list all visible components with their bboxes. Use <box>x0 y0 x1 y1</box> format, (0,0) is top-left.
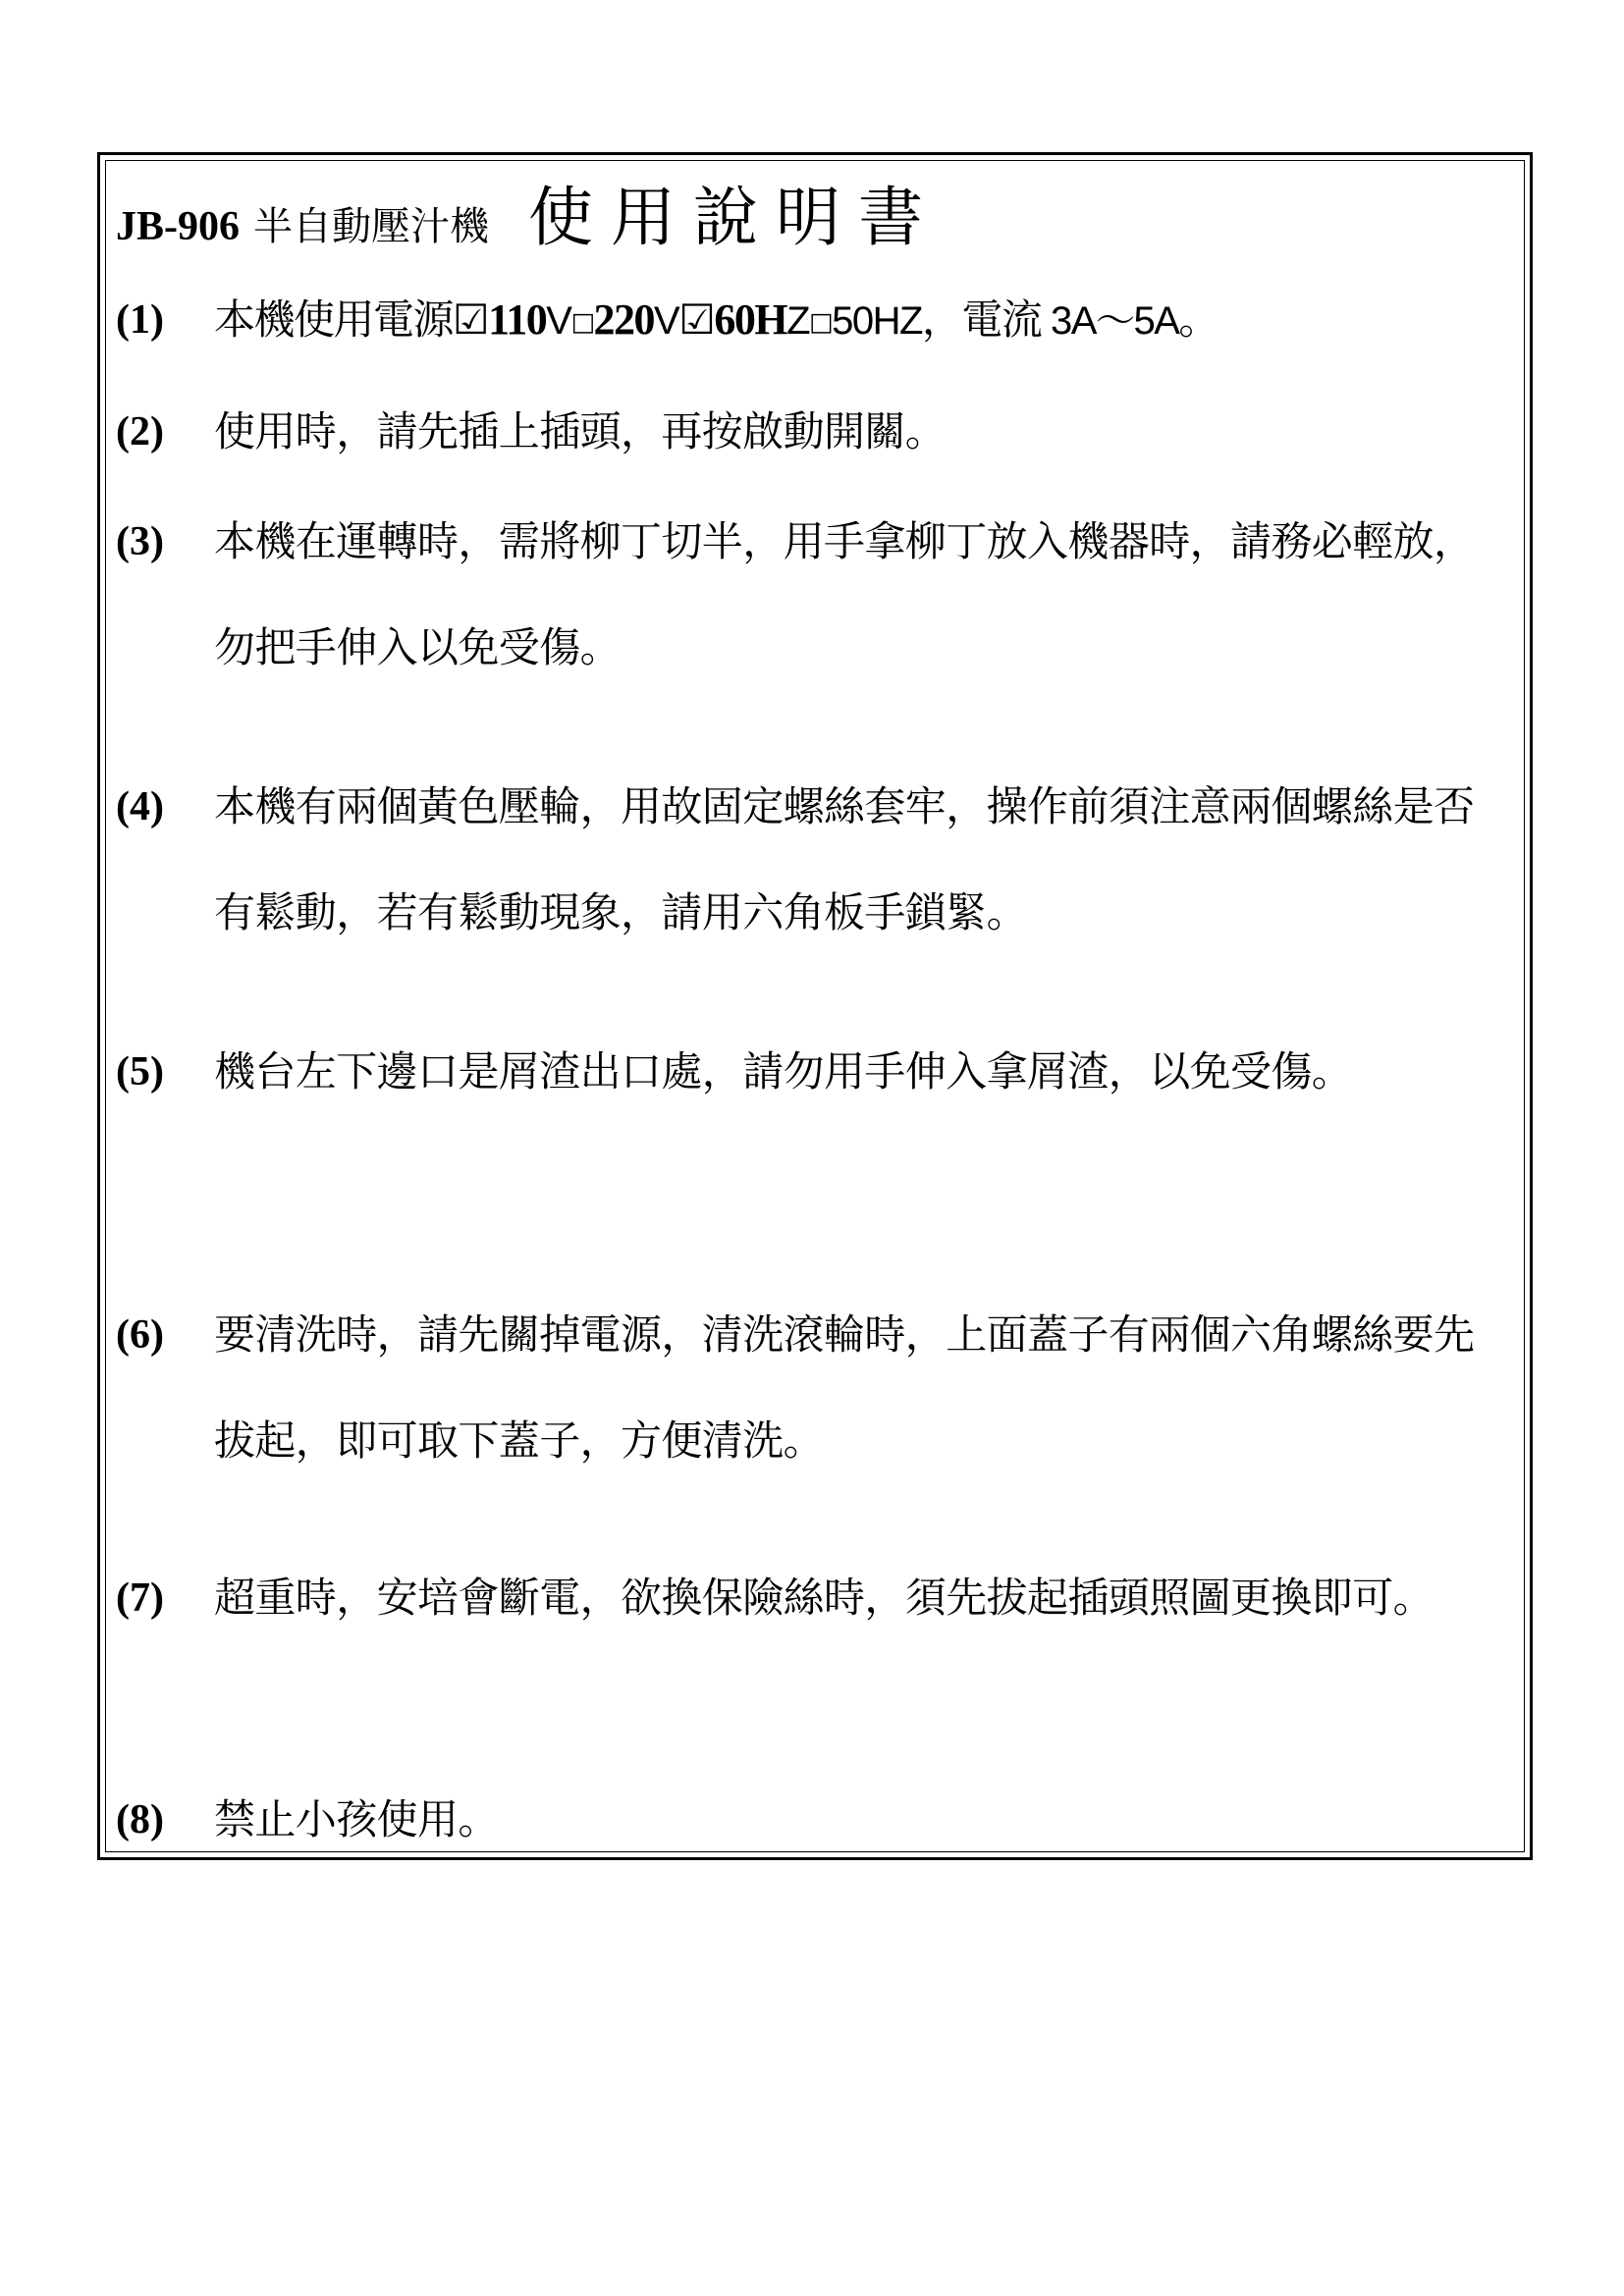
instruction-item-4 <box>116 754 1510 966</box>
item-text: 超重時，安培會斷電，欲換保險絲時，須先拔起插頭照圖更換即可。 <box>214 1574 1435 1622</box>
voltage-110-unit: V <box>546 299 571 343</box>
instruction-item-8 <box>116 1767 1510 1873</box>
frequency-50: 50HZ <box>832 299 922 343</box>
document-title <box>116 165 941 255</box>
checkbox-50hz-icon: □ <box>809 307 833 338</box>
voltage-220-unit: V <box>654 299 679 343</box>
manual-heading: 使用說明書 <box>528 180 941 255</box>
item-text <box>214 267 1495 376</box>
checkbox-110v-icon: ☑ <box>453 295 489 344</box>
frequency-60: 60H <box>714 295 787 344</box>
item-number: (7) <box>116 1575 164 1621</box>
item-end-mark: 。 <box>1178 295 1218 344</box>
current-range: 3A～5A <box>1041 299 1179 343</box>
item-text: 使用時，請先插上插頭，再按啟動開關。 <box>214 407 947 455</box>
item-number: (6) <box>116 1312 164 1358</box>
power-lead-text: 本機使用電源 <box>214 295 454 344</box>
item-number: (3) <box>116 519 164 564</box>
item-number: (1) <box>116 297 164 343</box>
instruction-item-7 <box>116 1545 1510 1651</box>
voltage-220: 220 <box>593 295 655 344</box>
instruction-item-6 <box>116 1282 1510 1494</box>
item-text: 要清洗時，請先關掉電源，清洗滾輪時，上面蓋子有兩個六角螺絲要先拔起，即可取下蓋子，方便清洗。 <box>214 1310 1475 1465</box>
instruction-item-2 <box>116 379 1510 485</box>
product-name: 半自動壓汁機 <box>253 204 489 249</box>
checkbox-60hz-icon: ☑ <box>678 295 715 344</box>
instruction-item-3 <box>116 489 1510 701</box>
item-number: (8) <box>116 1797 164 1842</box>
current-label: ，電流 <box>921 295 1042 344</box>
frequency-60-unit: Z <box>786 299 810 343</box>
item-text: 本機在運轉時，需將柳丁切半，用手拿柳丁放入機器時，請務必輕放，勿把手伸入以免受傷。 <box>214 517 1475 671</box>
checkbox-220v-icon: □ <box>570 307 594 338</box>
item-number: (5) <box>116 1049 164 1095</box>
model-number: JB-906 <box>116 204 240 249</box>
item-number: (2) <box>116 409 164 454</box>
voltage-110: 110 <box>488 295 547 344</box>
instruction-item-5 <box>116 1019 1510 1125</box>
item-text: 機台左下邊口是屑渣出口處，請勿用手伸入拿屑渣，以免受傷。 <box>214 1047 1353 1095</box>
item-text: 禁止小孩使用。 <box>214 1795 499 1843</box>
item-number: (4) <box>116 784 164 829</box>
instruction-item-1 <box>116 267 1510 376</box>
item-text: 本機有兩個黃色壓輪，用故固定螺絲套牢，操作前須注意兩個螺絲是否有鬆動，若有鬆動現象，請用六角板手鎖緊。 <box>214 782 1475 936</box>
